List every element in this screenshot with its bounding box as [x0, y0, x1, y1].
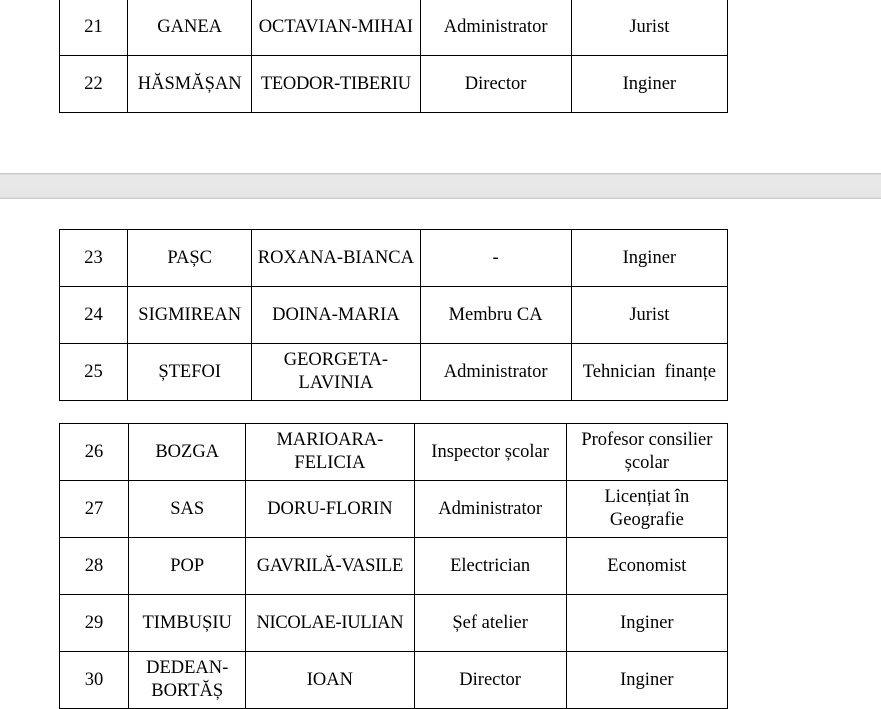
- first-name-cell: NICOLAE-IULIAN: [246, 595, 414, 652]
- profession-cell: Jurist: [571, 0, 727, 56]
- table-row: [60, 424, 728, 481]
- surname-cell: BOZGA: [129, 424, 246, 481]
- first-name-cell: GEORGETA-LAVINIA: [252, 344, 420, 401]
- position-cell: Inspector școlar: [414, 424, 566, 481]
- position-cell: -: [420, 230, 571, 287]
- table-row: [60, 595, 728, 652]
- surname-cell: PAȘC: [128, 230, 252, 287]
- row-number-cell: 25: [60, 344, 128, 401]
- profession-cell: Licențiat în Geografie: [566, 481, 727, 538]
- surname-cell: TIMBUȘIU: [129, 595, 246, 652]
- surname-cell: GANEA: [128, 0, 252, 56]
- row-number-cell: 22: [60, 56, 128, 113]
- row-number-cell: 21: [60, 0, 128, 56]
- first-name-cell: GAVRILĂ-VASILE: [246, 538, 414, 595]
- position-cell: Director: [414, 652, 566, 709]
- row-number-cell: 27: [60, 481, 129, 538]
- surname-cell: HĂSMĂȘAN: [128, 56, 252, 113]
- first-name-cell: DORU-FLORIN: [246, 481, 414, 538]
- row-number-cell: 26: [60, 424, 129, 481]
- first-name-cell: OCTAVIAN-MIHAI: [252, 0, 420, 56]
- table-row: [60, 652, 728, 709]
- profession-cell: Inginer: [566, 652, 727, 709]
- position-cell: Membru CA: [420, 287, 571, 344]
- row-number-cell: 28: [60, 538, 129, 595]
- first-name-cell: DOINA-MARIA: [252, 287, 420, 344]
- first-name-cell: ROXANA-BIANCA: [252, 230, 420, 287]
- position-cell: Electrician: [414, 538, 566, 595]
- profession-cell: Profesor consilier școlar: [566, 424, 727, 481]
- table-row: [60, 230, 728, 287]
- position-cell: Administrator: [420, 344, 571, 401]
- position-cell: Șef atelier: [414, 595, 566, 652]
- position-cell: Administrator: [420, 0, 571, 56]
- row-number-cell: 24: [60, 287, 128, 344]
- profession-cell: Inginer: [571, 56, 727, 113]
- first-name-cell: MARIOARA-FELICIA: [246, 424, 414, 481]
- members-table-part-1: [59, 0, 728, 113]
- table-row: [60, 344, 728, 401]
- row-number-cell: 23: [60, 230, 128, 287]
- position-cell: Director: [420, 56, 571, 113]
- profession-cell: Economist: [566, 538, 727, 595]
- row-number-cell: 30: [60, 652, 129, 709]
- table-row: [60, 287, 728, 344]
- position-cell: Administrator: [414, 481, 566, 538]
- first-name-cell: IOAN: [246, 652, 414, 709]
- profession-cell: Jurist: [571, 287, 727, 344]
- row-number-cell: 29: [60, 595, 129, 652]
- profession-cell: Inginer: [566, 595, 727, 652]
- surname-cell: POP: [129, 538, 246, 595]
- profession-cell: Tehnician finanțe: [571, 344, 727, 401]
- members-table-part-2: [59, 229, 728, 401]
- table-row: [60, 0, 728, 56]
- profession-cell: Inginer: [571, 230, 727, 287]
- surname-cell: ȘTEFOI: [128, 344, 252, 401]
- page-separator: [0, 173, 881, 199]
- table-row: [60, 481, 728, 538]
- table-row: [60, 56, 728, 113]
- first-name-cell: TEODOR-TIBERIU: [252, 56, 420, 113]
- surname-cell: DEDEAN-BORTĂȘ: [129, 652, 246, 709]
- surname-cell: SAS: [129, 481, 246, 538]
- document-page-1: [0, 0, 881, 173]
- members-table-part-3: [59, 423, 728, 709]
- table-row: [60, 538, 728, 595]
- surname-cell: SIGMIREAN: [128, 287, 252, 344]
